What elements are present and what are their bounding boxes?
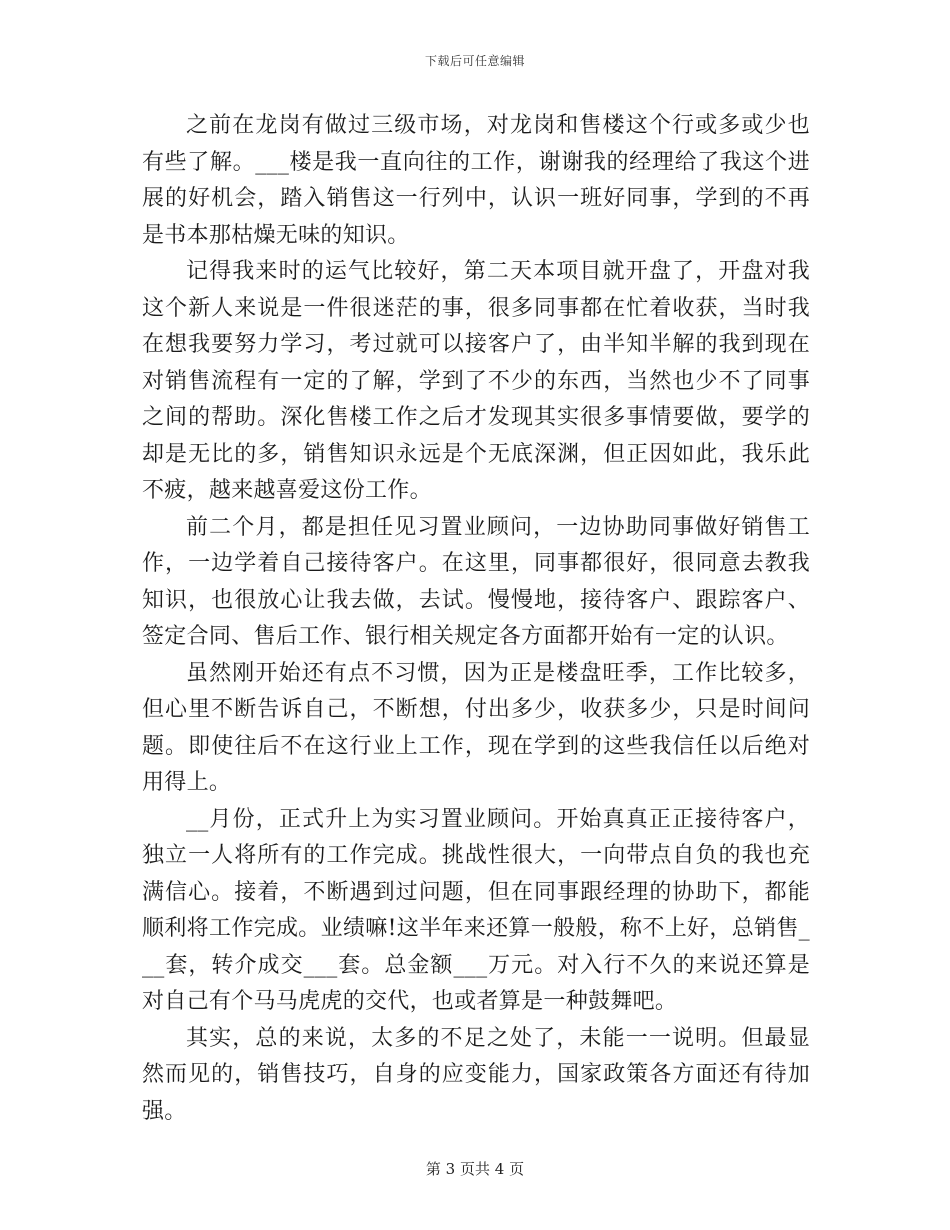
paragraph-6: 其实，总的来说，太多的不足之处了，未能一一说明。但最显然而见的，销售技巧，自身的应变能力，国家政策各方面还有待加强。	[142, 1025, 810, 1124]
page-footer: 第 3 页共 4 页	[425, 1160, 525, 1178]
paragraph-5: __月份，正式升上为实习置业顾问。开始真真正正接待客户，独立一人将所有的工作完成。挑战性很大，一向带点自负的我也充满信心。接着，不断遇到过问题，但在同事跟经理的协助下，都能顺利将工作完成。业绩嘛!这半年来还算一般般，称不上好，总销售___套，转介成交___套。总金额___万元。对入行不久的来说还算是对自己有个马马虎虎的交代，也或者算是一种鼓舞吧。	[142, 806, 810, 1014]
paragraph-1: 之前在龙岗有做过三级市场，对龙岗和售楼这个行或多或少也有些了解。___楼是我一直向往的工作，谢谢我的经理给了我这个进展的好机会，踏入销售这一行列中，认识一班好同事，学到的不再是书本那枯燥无味的知识。	[142, 113, 810, 248]
paragraph-3: 前二个月，都是担任见习置业顾问，一边协助同事做好销售工作，一边学着自己接待客户。在这里，同事都很好，很同意去教我知识，也很放心让我去做，去试。慢慢地，接待客户、跟踪客户、签定合同、售后工作、银行相关规定各方面都开始有一定的认识。	[142, 514, 810, 649]
paragraph-4: 虽然刚开始还有点不习惯，因为正是楼盘旺季，工作比较多，但心里不断告诉自己，不断想，付出多少，收获多少，只是时间问题。即使往后不在这行业上工作，现在学到的这些我信任以后绝对用得上。	[142, 660, 810, 795]
paragraph-2: 记得我来时的运气比较好，第二天本项目就开盘了，开盘对我这个新人来说是一件很迷茫的事，很多同事都在忙着收获，当时我在想我要努力学习，考过就可以接客户了，由半知半解的我到现在对销售流程有一定的了解，学到了不少的东西，当然也少不了同事之间的帮助。深化售楼工作之后才发现其实很多事情要做，要学的却是无比的多，销售知识永远是个无底深渊，但正因如此，我乐此不疲，越来越喜爱这份工作。	[142, 259, 810, 503]
document-body	[142, 108, 810, 1130]
page-header: 下载后可任意编辑	[424, 54, 525, 68]
